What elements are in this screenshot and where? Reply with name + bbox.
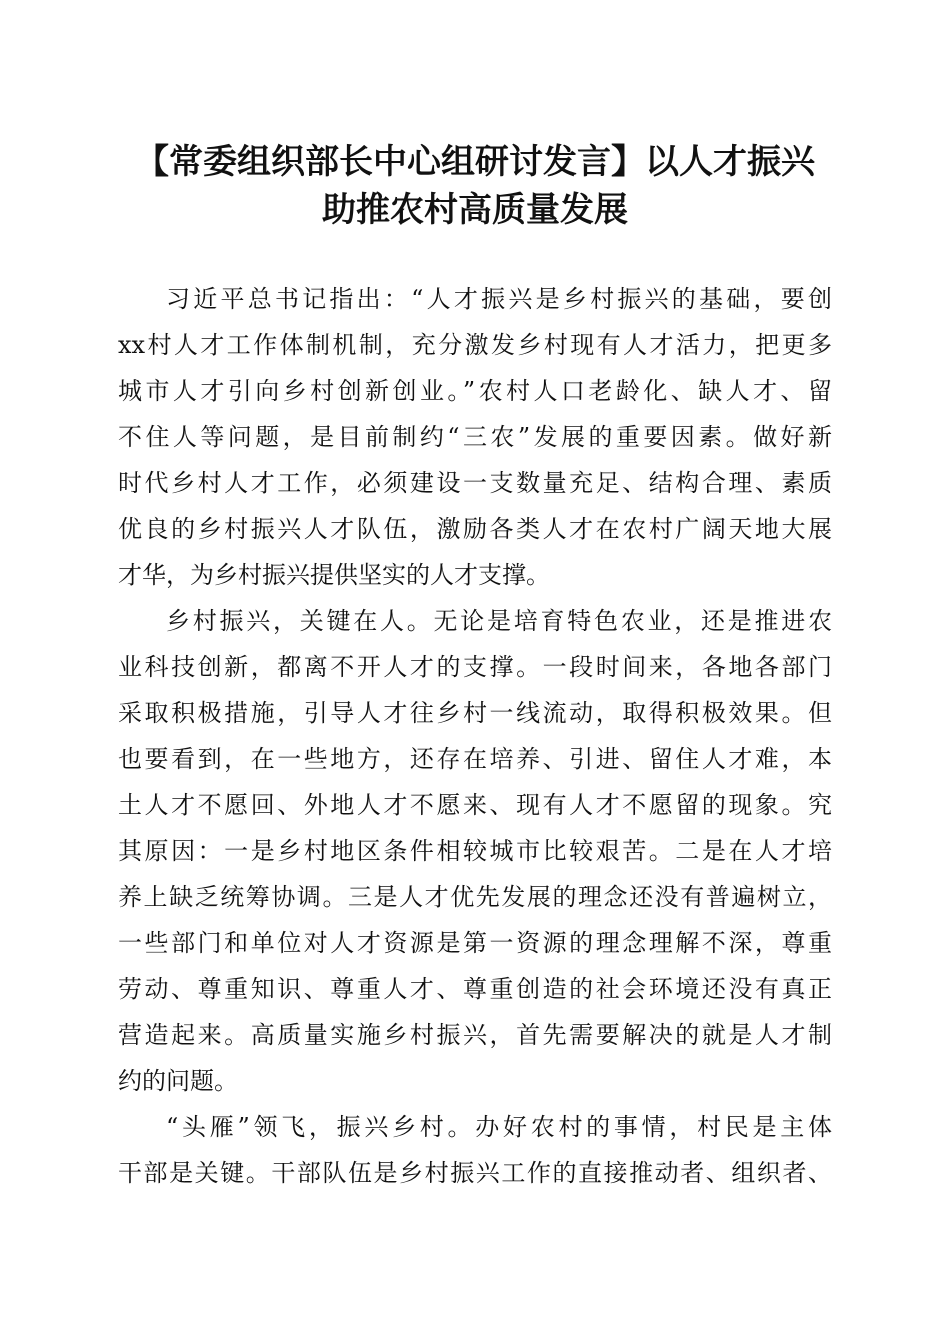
paragraph-line: 养上缺乏统筹协调。三是人才优先发展的理念还没有普遍树立， [118, 883, 832, 911]
document-title [118, 138, 832, 234]
title-line-1: 【常委组织部长中心组研讨发言】以人才振兴 [135, 142, 815, 182]
paragraph-line: 不住人等问题，是目前制约“三农”发展的重要因素。做好新 [118, 423, 832, 451]
paragraph-line: 干部是关键。干部队伍是乡村振兴工作的直接推动者、组织者、 [118, 1159, 832, 1187]
paragraph-line: 劳动、尊重知识、尊重人才、尊重创造的社会环境还没有真正 [118, 975, 832, 1003]
paragraph-line: 一些部门和单位对人才资源是第一资源的理念理解不深，尊重 [118, 929, 832, 957]
paragraph-line: 习近平总书记指出：“人才振兴是乡村振兴的基础，要创 [166, 285, 832, 313]
paragraph-line: 土人才不愿回、外地人才不愿来、现有人才不愿留的现象。究 [118, 791, 832, 819]
paragraph-line: 时代乡村人才工作，必须建设一支数量充足、结构合理、素质 [118, 469, 832, 497]
paragraph-line: 其原因：一是乡村地区条件相较城市比较艰苦。二是在人才培 [118, 837, 832, 865]
paragraph-line: 采取积极措施，引导人才往乡村一线流动，取得积极效果。但 [118, 699, 832, 727]
paragraph-line: 城市人才引向乡村创新创业。”农村人口老龄化、缺人才、留 [118, 377, 832, 405]
title-line-2: 助推农村高质量发展 [322, 190, 628, 230]
paragraph-1 [118, 276, 832, 598]
paragraph-line: 才华，为乡村振兴提供坚实的人才支撑。 [118, 561, 550, 589]
paragraph-line: 营造起来。高质量实施乡村振兴，首先需要解决的就是人才制 [118, 1021, 832, 1049]
document-body [118, 276, 832, 1196]
paragraph-line: 业科技创新，都离不开人才的支撑。一段时间来，各地各部门 [118, 653, 832, 681]
paragraph-line: xx村人才工作体制机制，充分激发乡村现有人才活力，把更多 [118, 331, 832, 359]
paragraph-line: 乡村振兴，关键在人。无论是培育特色农业，还是推进农 [166, 607, 832, 635]
paragraph-line: 约的问题。 [118, 1067, 238, 1095]
paragraph-line: 也要看到，在一些地方，还存在培养、引进、留住人才难，本 [118, 745, 832, 773]
paragraph-2 [118, 598, 832, 1104]
paragraph-3 [118, 1104, 832, 1196]
paragraph-line: “头雁”领飞，振兴乡村。办好农村的事情，村民是主体 [166, 1113, 832, 1141]
paragraph-line: 优良的乡村振兴人才队伍，激励各类人才在农村广阔天地大展 [118, 515, 832, 543]
